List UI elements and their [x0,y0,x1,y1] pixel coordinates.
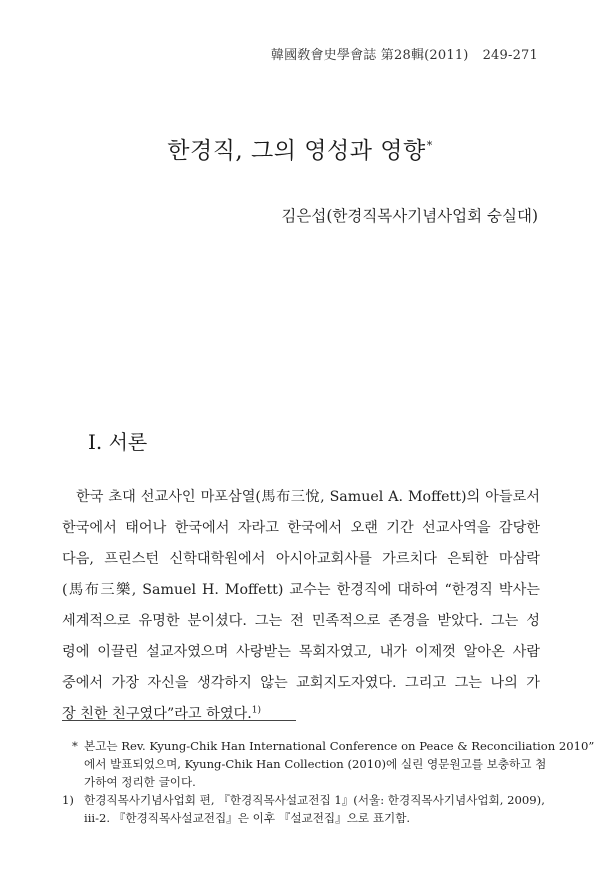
footnote-1-marker: 1) [62,793,74,807]
article-title [0,132,600,165]
footnote-divider [62,720,296,721]
footnote-star-text: 본고는 Rev. Kyung-Chik Han International Conference on Peace & Reconciliation 2010” [84,739,595,753]
footnote-1-line [62,791,545,809]
body-line: 세계적으로 유명한 분이셨다. 그는 전 민족적으로 존경을 받았다. 그는 성 [62,613,540,629]
body-line: 한국에서 태어나 한국에서 자라고 한국에서 오랜 기간 선교사역을 감당한 [62,520,540,536]
footnote-star-line: 가하여 정리한 글이다. [84,775,196,789]
page-range: 249-271 [482,48,538,63]
article-title-text: 한경직, 그의 영성과 영향 [167,138,426,164]
body-line-text: 장 친한 친구였다”라고 하였다. [62,706,252,722]
section-heading: Ⅰ. 서론 [88,430,148,454]
body-line: 다음, 프린스턴 신학대학원에서 아시아교회사를 가르치다 은퇴한 마삼락 [62,551,540,567]
author-line: 김은섭(한경직목사기념사업회 숭실대) [281,207,538,225]
body-paragraph [62,482,540,730]
footnote-star-line [62,737,595,755]
footnote-ref-1: 1) [251,705,262,716]
footnote-1-line: iii-2. 『한경직목사설교전집』은 이후 『설교전집』으로 표기함. [84,811,411,825]
title-footnote-marker: * [426,139,433,153]
running-head [271,44,538,63]
body-line-last [62,699,540,730]
body-line: 령에 이끌린 설교자였으며 사랑받는 목회자였고, 내가 이제껏 알아온 사람 [62,644,540,660]
journal-title: 韓國敎會史學會誌 第28輯(2011) [270,48,469,63]
footnote-star-line: 에서 발표되었으며, Kyung-Chik Han Collection (2010)에 실린 영문원고를 보충하고 첨 [84,757,547,771]
body-line: 중에서 가장 자신을 생각하지 않는 교회지도자였다. 그리고 그는 나의 가 [62,675,540,691]
footnotes [62,737,595,827]
footnote-star-marker: * [72,739,78,753]
body-line: (馬布三樂, Samuel H. Moffett) 교수는 한경직에 대하여 “한경직 박사는 [62,582,540,598]
body-line: 한국 초대 선교사인 마포삼열(馬布三悅, Samuel A. Moffett)의 아들로서 [76,489,540,505]
footnote-1-text: 한경직목사기념사업회 편, 『한경직목사설교전집 1』(서울: 한경직목사기념사업회, 2009), [84,793,545,807]
